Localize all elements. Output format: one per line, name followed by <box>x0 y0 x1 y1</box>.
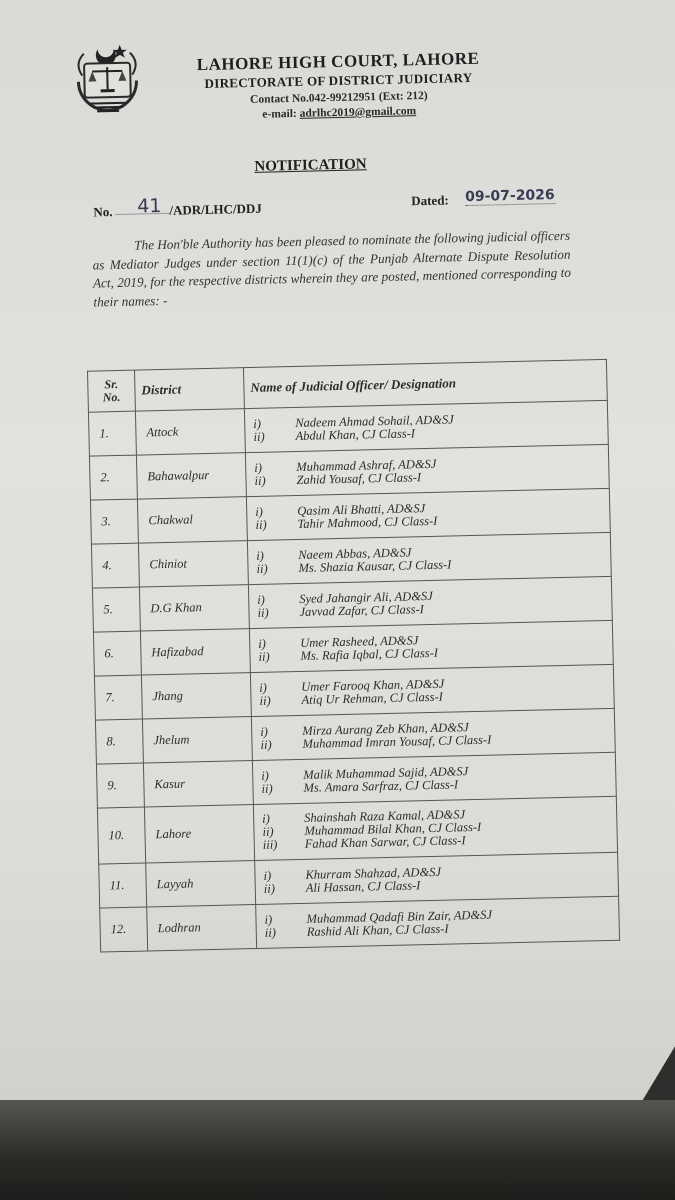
officer-name-designation: Ali Hassan, CJ Class-I <box>305 877 421 895</box>
row-serial-number: 9. <box>96 763 144 808</box>
officer-index: i) <box>261 768 270 783</box>
officer-name-designation: Qasim Ali Bhatti, AD&SJ <box>297 500 426 518</box>
row-serial-number: 8. <box>95 719 143 764</box>
officer-index: ii) <box>262 824 274 839</box>
row-serial-number: 10. <box>97 807 145 864</box>
dated-label: Dated: <box>411 192 449 209</box>
officers-table <box>87 359 620 953</box>
officer-index: ii) <box>260 737 272 752</box>
officer-name-designation: Ms. Amara Sarfraz, CJ Class-I <box>303 776 459 795</box>
reference-number-value: 41 <box>137 194 162 218</box>
officer-name-designation: Shainshah Raza Kamal, AD&SJ <box>304 807 466 825</box>
officer-name-designation: Fahad Khan Sarwar, CJ Class-I <box>304 833 466 851</box>
officer-name-designation: Umer Rasheed, AD&SJ <box>300 632 419 650</box>
officer-index: ii) <box>253 429 265 444</box>
officer-index: i) <box>257 592 266 607</box>
row-serial-number: 3. <box>90 499 138 544</box>
officer-index: i) <box>260 724 269 739</box>
court-title: LAHORE HIGH COURT, LAHORE <box>196 48 480 75</box>
dated-value: 09-07-2026 <box>464 187 555 206</box>
row-district: Jhang <box>141 673 251 719</box>
officer-name-designation: Muhammad Imran Yousaf, CJ Class-I <box>302 732 492 751</box>
row-serial-number: 7. <box>94 675 142 720</box>
officer-name-designation: Muhammad Ashraf, AD&SJ <box>296 456 437 474</box>
row-district: D.G Khan <box>139 585 249 631</box>
officer-name-designation: Tahir Mahmood, CJ Class-I <box>297 513 438 531</box>
officer-index: ii) <box>254 473 266 488</box>
reference-line <box>93 187 563 220</box>
contact-number: Contact No.042-99212951 (Ext: 212) <box>249 89 428 106</box>
row-officer-names <box>256 896 620 948</box>
header-officer-name: Name of Judicial Officer/ Designation <box>243 359 607 408</box>
directorate-title: DIRECTORATE OF DISTRICT JUDICIARY <box>204 69 473 91</box>
officer-name-designation: Muhammad Qadafi Bin Zair, AD&SJ <box>306 907 493 926</box>
officer-index: ii) <box>256 561 268 576</box>
notification-heading: NOTIFICATION <box>254 156 367 175</box>
officer-index: i) <box>259 680 268 695</box>
email-label: e-mail: <box>262 107 297 121</box>
row-district: Chakwal <box>137 497 247 543</box>
row-district: Kasur <box>143 761 253 807</box>
officer-name-designation: Atiq Ur Rehman, CJ Class-I <box>301 689 443 707</box>
officer-name-designation: Nadeem Ahmad Sohail, AD&SJ <box>295 411 454 430</box>
officer-name-designation: Malik Muhammad Sajid, AD&SJ <box>303 763 469 782</box>
row-serial-number: 6. <box>93 631 141 676</box>
officer-index: ii) <box>258 649 270 664</box>
row-serial-number: 2. <box>89 455 137 500</box>
officer-name-designation: Rashid Ali Khan, CJ Class-I <box>306 921 449 939</box>
officer-index: ii) <box>257 605 269 620</box>
header-sr-line2: No. <box>102 389 121 405</box>
row-district: Chiniot <box>138 541 248 587</box>
row-serial-number: 11. <box>99 863 147 908</box>
officer-index: i) <box>258 636 267 651</box>
row-serial-number: 5. <box>92 587 140 632</box>
officer-index: ii) <box>259 693 271 708</box>
officer-name-designation: Muhammad Bilal Khan, CJ Class-I <box>304 819 482 838</box>
row-serial-number: 1. <box>88 411 136 456</box>
officer-name-designation: Ms. Shazia Kausar, CJ Class-I <box>298 556 452 575</box>
officer-index: iii) <box>262 837 278 852</box>
officer-name-designation: Zahid Yousaf, CJ Class-I <box>296 469 422 487</box>
row-serial-number: 4. <box>91 543 139 588</box>
row-district: Bahawalpur <box>136 453 246 499</box>
officer-index: ii) <box>264 925 277 940</box>
officer-index: i) <box>255 504 264 519</box>
reference-number-suffix: /ADR/LHC/DDJ <box>169 200 262 218</box>
officer-name-designation: Abdul Khan, CJ Class-I <box>295 425 416 443</box>
officer-name-designation: Umer Farooq Khan, AD&SJ <box>301 676 445 694</box>
row-district: Hafizabad <box>140 629 250 675</box>
reference-number-label: No. <box>93 204 113 220</box>
header-sr-line1: Sr. <box>104 377 119 392</box>
notification-body: The Hon'ble Authority has been pleased to nominate the following judicial officers as Mediator Judges under section 11(1)(c) of the Punjab Alternate Dispute Resolution Act, 2019, for the respective districts wherein they are posted, mentioned corresponding to their names: - <box>92 227 572 310</box>
row-district: Lodhran <box>147 905 257 951</box>
row-district: Lahore <box>144 805 254 863</box>
officer-name-designation: Syed Jahangir Ali, AD&SJ <box>299 588 433 606</box>
row-district: Layyah <box>146 861 256 907</box>
row-district: Jhelum <box>142 717 252 763</box>
officer-index: ii) <box>263 881 276 896</box>
officer-index: i) <box>262 811 271 826</box>
officer-index: i) <box>263 868 272 883</box>
email-address: adrlhc2019@gmail.com <box>299 105 417 120</box>
officer-name-designation: Mirza Aurang Zeb Khan, AD&SJ <box>302 719 469 738</box>
row-serial-number: 12. <box>100 907 148 952</box>
officer-index: i) <box>264 912 273 927</box>
row-officer-names <box>253 796 617 860</box>
header-district: District <box>135 368 245 411</box>
court-emblem-icon <box>68 40 148 122</box>
row-district: Attock <box>135 409 245 455</box>
officer-name-designation: Ms. Rafia Iqbal, CJ Class-I <box>300 645 439 663</box>
officer-index: i) <box>256 548 265 563</box>
officer-index: i) <box>253 416 262 431</box>
officer-index: ii) <box>255 517 267 532</box>
officer-name-designation: Naeem Abbas, AD&SJ <box>298 544 412 562</box>
officer-index: ii) <box>261 781 273 796</box>
officer-name-designation: Khurram Shahzad, AD&SJ <box>305 864 442 882</box>
officer-index: i) <box>254 460 263 475</box>
officer-name-designation: Javvad Zafar, CJ Class-I <box>299 601 424 619</box>
header-sr-no <box>88 370 136 412</box>
background-surface <box>0 1100 675 1200</box>
